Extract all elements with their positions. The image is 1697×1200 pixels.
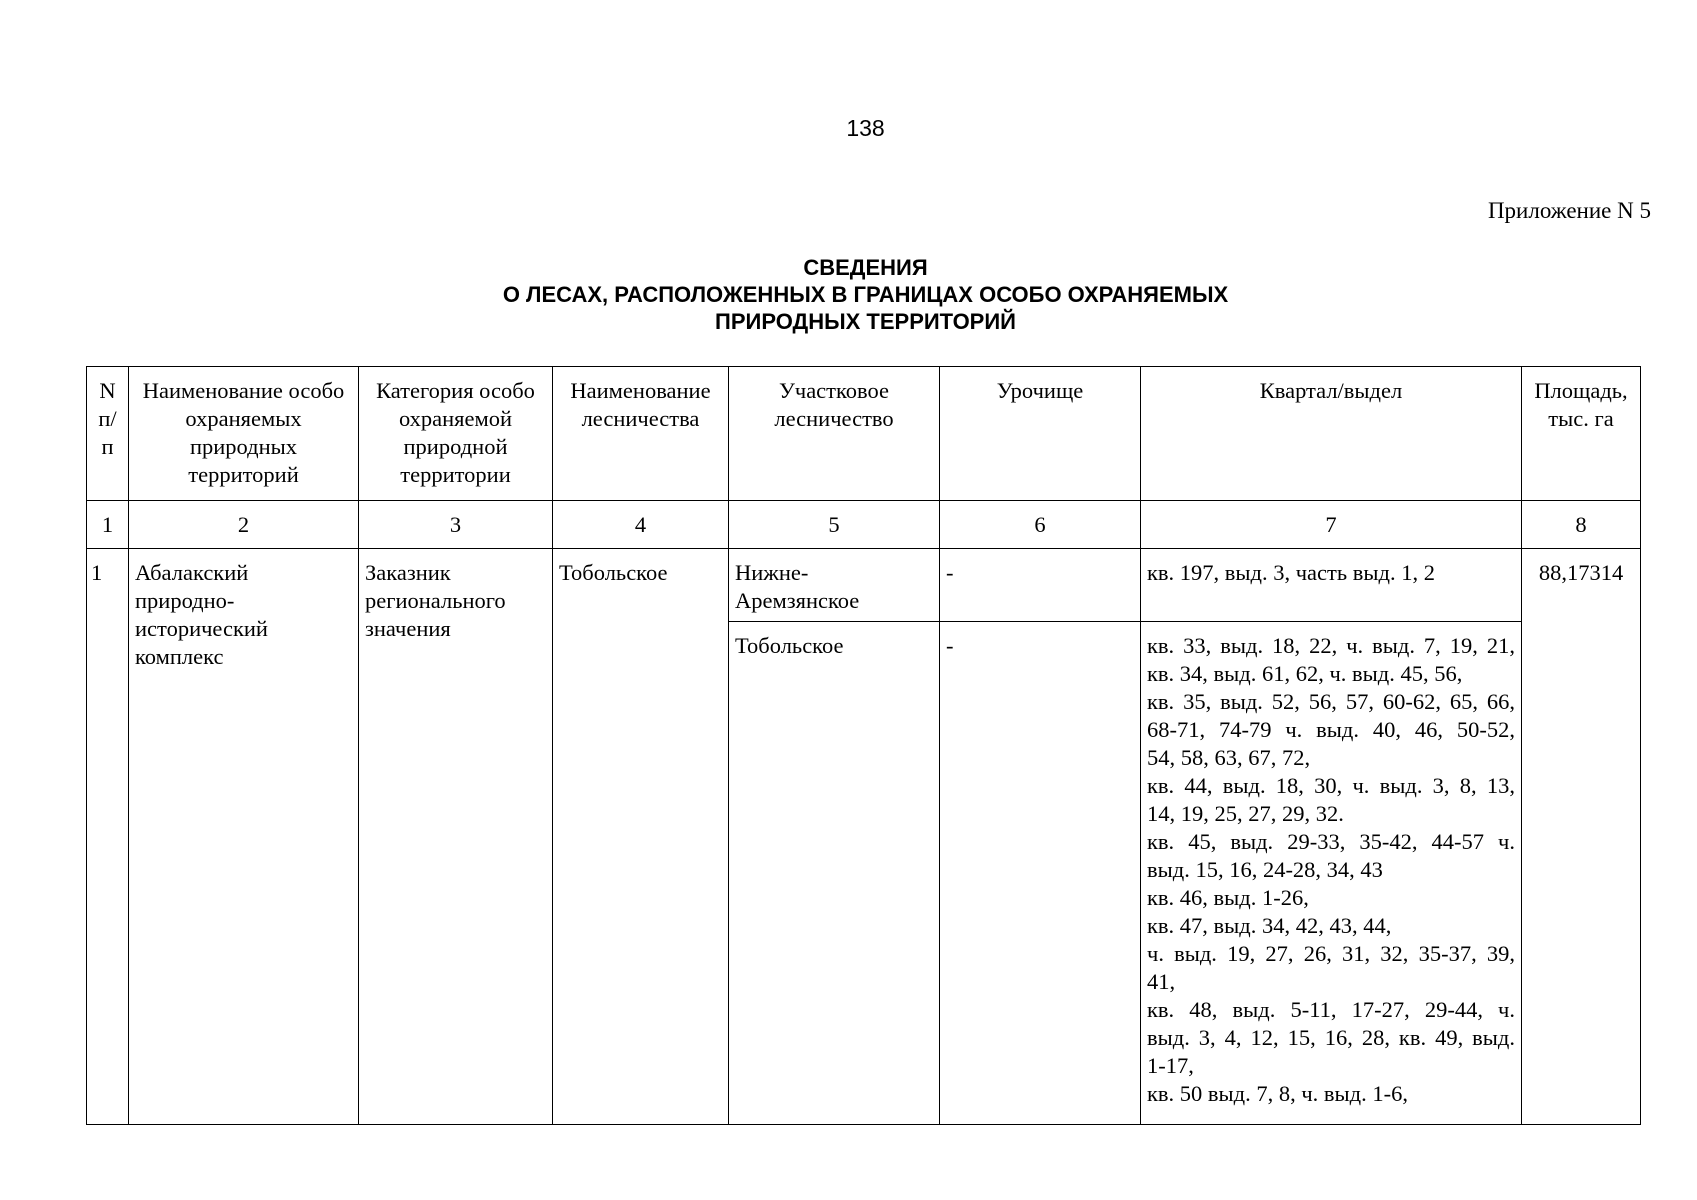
quarter-line: 1-17, [1147,1053,1194,1078]
column-number: 8 [1522,501,1641,549]
quarter-line: кв. 44, выд. 18, 30, ч. выд. 3, 8, 13, [1147,773,1515,798]
tract: - [940,622,1141,1125]
header-cell-quarter: Квартал/выдел [1141,367,1522,501]
quarter-line: кв. 46, выд. 1-26, [1147,885,1309,910]
district-line: Аремзянское [735,588,860,613]
district-forestry: Тобольское [729,622,940,1125]
column-number-row [87,501,1641,549]
name-line: природно- [135,588,235,613]
quarter-line: кв. 48, выд. 5-11, 17-27, 29-44, ч. [1147,997,1515,1022]
column-number: 1 [87,501,129,549]
quarter-line: выд. 15, 16, 24-28, 34, 43 [1147,857,1383,882]
category-line: Заказник [365,560,451,585]
name-line: Абалакский [135,560,249,585]
column-number: 4 [553,501,729,549]
quarter-line: кв. 45, выд. 29-33, 35-42, 44-57 ч. [1147,829,1515,854]
forests-table [86,366,1641,1125]
quarter-line: 68-71, 74-79 ч. выд. 40, 46, 50-52, [1147,717,1515,742]
quarter-line: кв. 50 выд. 7, 8, ч. выд. 1-6, [1147,1081,1408,1106]
quarter-line: 41, [1147,969,1176,994]
column-number: 2 [129,501,359,549]
tract: - [940,549,1141,622]
title-line-3: ПРИРОДНЫХ ТЕРРИТОРИЙ [715,309,1016,334]
header-row [87,367,1641,501]
header-cell-name: Наименование особо охраняемых природных территорий [129,367,359,501]
protected-area-category [359,549,553,1125]
protected-area-name [129,549,359,1125]
quarter-line: кв. 35, выд. 52, 56, 57, 60-62, 65, 66, [1147,689,1515,714]
column-number: 7 [1141,501,1522,549]
quarters: кв. 197, выд. 3, часть выд. 1, 2 [1141,549,1522,622]
title-line-2: О ЛЕСАХ, РАСПОЛОЖЕННЫХ В ГРАНИЦАХ ОСОБО ОХРАНЯЕМЫХ [502,282,1229,307]
category-line: регионального [365,588,506,613]
forestry-name: Тобольское [553,549,729,1125]
district-forestry [729,549,940,622]
document-title [0,254,1697,335]
header-cell-category: Категория особо охраняемой природной территории [359,367,553,501]
column-number: 5 [729,501,940,549]
quarter-line: ч. выд. 19, 27, 26, 31, 32, 35-37, 39, [1147,941,1515,966]
appendix-label: Приложение N 5 [1487,198,1651,223]
quarter-line: кв. 47, выд. 34, 42, 43, 44, [1147,913,1392,938]
column-number: 3 [359,501,553,549]
category-line: значения [365,616,451,641]
district-line: Нижне- [735,560,809,585]
quarters [1141,622,1522,1125]
header-cell-area: Площадь, тыс. га [1522,367,1641,501]
header-cell-number: N п/ п [87,367,129,501]
quarter-line: выд. 3, 4, 12, 15, 16, 28, кв. 49, выд. [1147,1025,1515,1050]
column-number: 6 [940,501,1141,549]
row-number: 1 [87,549,129,1125]
page-number: 138 [846,115,885,141]
title-line-1: СВЕДЕНИЯ [803,255,928,280]
header-cell-district-forestry: Участковое лесничество [729,367,940,501]
name-line: комплекс [135,644,224,669]
header-cell-tract: Урочище [940,367,1141,501]
quarter-line: кв. 34, выд. 61, 62, ч. выд. 45, 56, [1147,661,1463,686]
quarter-line: кв. 33, выд. 18, 22, ч. выд. 7, 19, 21, [1147,633,1515,658]
quarter-line: 54, 58, 63, 67, 72, [1147,745,1311,770]
name-line: исторический [135,616,268,641]
quarter-line: 14, 19, 25, 27, 29, 32. [1147,801,1344,826]
area-value: 88,17314 [1522,549,1641,1125]
header-cell-forestry: Наименование лесничества [553,367,729,501]
table-row [87,549,1641,622]
